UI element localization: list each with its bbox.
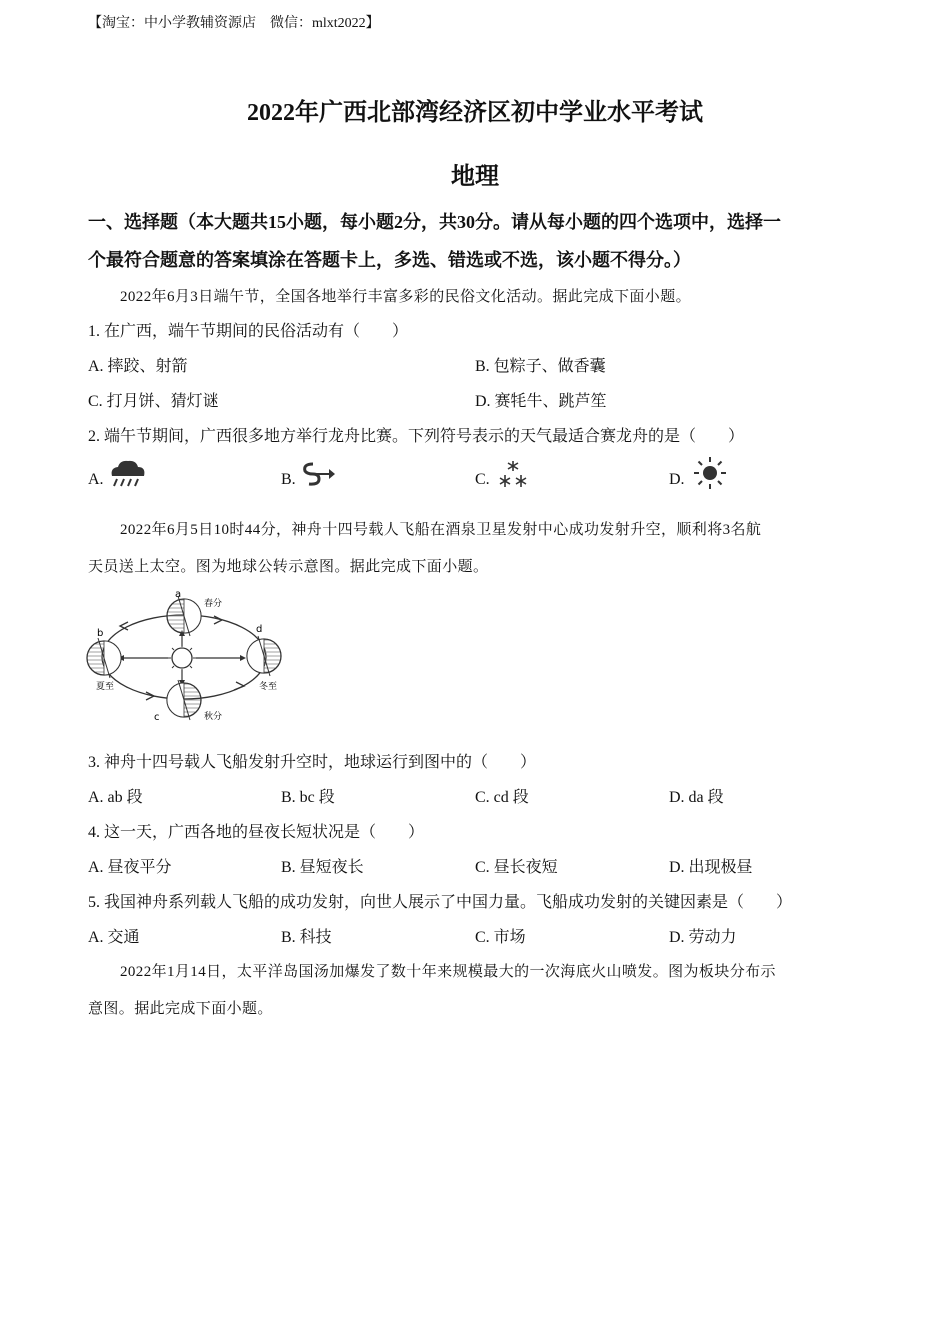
q4-option-d: D. 出现极昼 <box>669 859 753 876</box>
q5-stem: 5. 我国神舟系列载人飞船的成功发射，向世人展示了中国力量。飞船成功发射的关键因素是（ ） <box>88 894 793 911</box>
q5-option-c: C. 市场 <box>475 929 526 946</box>
earth-d <box>247 636 281 676</box>
intro-2-line1: 2022年6月5日10时44分，神舟十四号载人飞船在酒泉卫星发射中心成功发射升空，顺利将3名航 <box>120 522 762 538</box>
earth-c <box>167 680 201 720</box>
q2-option-d: D. <box>669 471 685 488</box>
subject-title: 地理 <box>451 164 499 190</box>
q3-stem: 3. 神舟十四号载人飞船发射升空时，地球运行到图中的（ ） <box>88 754 537 771</box>
q3-option-a: A. ab 段 <box>88 789 143 806</box>
label-d: d <box>256 624 263 635</box>
q1-stem: 1. 在广西，端午节期间的民俗活动有（ ） <box>88 323 409 340</box>
q3-option-b: B. bc 段 <box>281 789 335 806</box>
label-summer: 夏至 <box>96 682 115 692</box>
q2-option-a: A. <box>88 471 104 488</box>
label-a: a <box>175 589 182 600</box>
q4-option-a: A. 昼夜平分 <box>88 859 172 876</box>
intro-1: 2022年6月3日端午节，全国各地举行丰富多彩的民俗文化活动。据此完成下面小题。 <box>120 289 692 305</box>
sun-icon <box>693 456 727 490</box>
label-c: c <box>154 712 160 723</box>
q5-option-a: A. 交通 <box>88 929 140 946</box>
page-header: 【淘宝：中小学教辅资源店 微信：mlxt2022】 <box>88 16 380 31</box>
orbit-arrow-da <box>214 616 222 624</box>
q3-option-d: D. da 段 <box>669 789 724 806</box>
earth-revolution-diagram <box>84 586 289 726</box>
intro-3-line2: 意图。据此完成下面小题。 <box>88 1001 273 1017</box>
q2-option-b: B. <box>281 471 296 488</box>
earth-a <box>167 596 201 636</box>
label-spring: 春分 <box>204 599 223 609</box>
label-winter: 冬至 <box>259 682 278 692</box>
exam-title: 2022年广西北部湾经济区初中学业水平考试 <box>247 100 703 126</box>
label-autumn: 秋分 <box>204 712 223 722</box>
q1-option-b: B. 包粽子、做香囊 <box>475 358 606 375</box>
snow-icon <box>496 459 530 491</box>
q5-option-d: D. 劳动力 <box>669 929 737 946</box>
q3-option-c: C. cd 段 <box>475 789 529 806</box>
rain-cloud-icon <box>108 458 148 490</box>
q4-option-b: B. 昼短夜长 <box>281 859 364 876</box>
q2-option-c: C. <box>475 471 490 488</box>
wind-icon <box>299 460 339 488</box>
q1-option-a: A. 摔跤、射箭 <box>88 358 188 375</box>
sun <box>172 648 192 668</box>
earth-b <box>87 638 121 678</box>
intro-3-line1: 2022年1月14日，太平洋岛国汤加爆发了数十年来规模最大的一次海底火山喷发。图为板块分布示 <box>120 964 776 980</box>
q4-stem: 4. 这一天，广西各地的昼夜长短状况是（ ） <box>88 824 425 841</box>
section-heading-line1: 一、选择题（本大题共15小题，每小题2分，共30分。请从每小题的四个选项中，选择一 <box>88 212 781 232</box>
q1-option-d: D. 赛牦牛、跳芦笙 <box>475 393 607 410</box>
q1-option-c: C. 打月饼、猜灯谜 <box>88 393 219 410</box>
q5-option-b: B. 科技 <box>281 929 332 946</box>
label-b: b <box>97 628 104 639</box>
q4-option-c: C. 昼长夜短 <box>475 859 558 876</box>
section-heading-line2: 个最符合题意的答案填涂在答题卡上，多选、错选或不选，该小题不得分。） <box>88 250 691 270</box>
intro-2-line2: 天员送上太空。图为地球公转示意图。据此完成下面小题。 <box>88 559 489 575</box>
q2-stem: 2. 端午节期间，广西很多地方举行龙舟比赛。下列符号表示的天气最适合赛龙舟的是（ ） <box>88 428 745 445</box>
